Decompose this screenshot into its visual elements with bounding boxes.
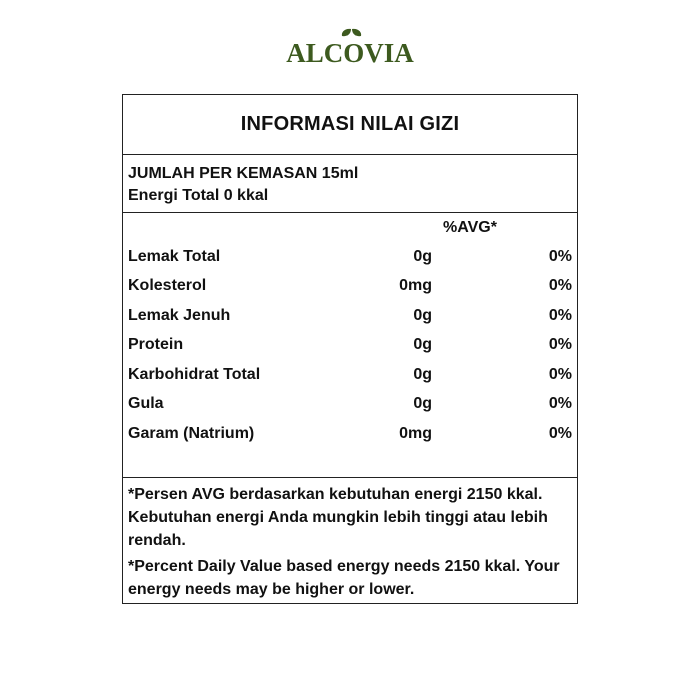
nutrient-name: Lemak Jenuh [128, 307, 231, 324]
nutrition-facts-panel [122, 94, 578, 604]
total-energy: Energi Total 0 kkal [128, 187, 269, 204]
nutrient-percent: 0% [548, 395, 572, 412]
nutrient-row [123, 336, 577, 358]
nutrient-name: Karbohidrat Total [128, 366, 261, 383]
footnote-indonesian: *Persen AVG berdasarkan kebutuhan energi 2150 kkal. Kebutuhan energi Anda mungkin lebih tinggi atau lebih rendah. [128, 486, 548, 549]
nutrient-percent: 0% [548, 336, 572, 353]
avg-header: %AVG* [443, 219, 497, 236]
nutrient-name: Protein [128, 336, 184, 353]
nutrient-percent: 0% [548, 307, 572, 324]
nutrient-percent: 0% [548, 425, 572, 442]
footnote-english: *Percent Daily Value based energy needs 2150 kkal. Your energy needs may be higher or lower. [128, 558, 560, 598]
nutrient-name: Lemak Total [128, 248, 221, 265]
brand-logo [0, 26, 700, 70]
brand-name: ALCOVIA [286, 38, 414, 68]
title-section [123, 95, 577, 155]
nutrient-amount: 0mg [399, 277, 432, 294]
nutrient-amount: 0g [413, 336, 432, 353]
nutrient-amount: 0g [413, 248, 432, 265]
leaf-icon [342, 29, 361, 36]
footnotes-section [123, 478, 577, 601]
nutrients-section [123, 213, 577, 478]
nutrient-amount: 0mg [399, 425, 432, 442]
nutrient-row [123, 425, 577, 447]
nutrient-amount: 0g [413, 366, 432, 383]
serving-size: JUMLAH PER KEMASAN 15ml [128, 165, 359, 182]
nutrient-row [123, 366, 577, 388]
nutrient-row [123, 395, 577, 417]
serving-section [123, 155, 577, 213]
nutrient-amount: 0g [413, 307, 432, 324]
panel-title: INFORMASI NILAI GIZI [240, 113, 460, 135]
nutrient-amount: 0g [413, 395, 432, 412]
nutrient-name: Gula [128, 395, 164, 412]
nutrient-row [123, 277, 577, 299]
nutrient-percent: 0% [548, 366, 572, 383]
nutrient-row [123, 307, 577, 329]
nutrient-name: Kolesterol [128, 277, 207, 294]
nutrient-percent: 0% [548, 248, 572, 265]
nutrient-row [123, 248, 577, 270]
alcovia-logo [285, 26, 415, 70]
nutrient-percent: 0% [548, 277, 572, 294]
nutrient-name: Garam (Natrium) [128, 425, 255, 442]
